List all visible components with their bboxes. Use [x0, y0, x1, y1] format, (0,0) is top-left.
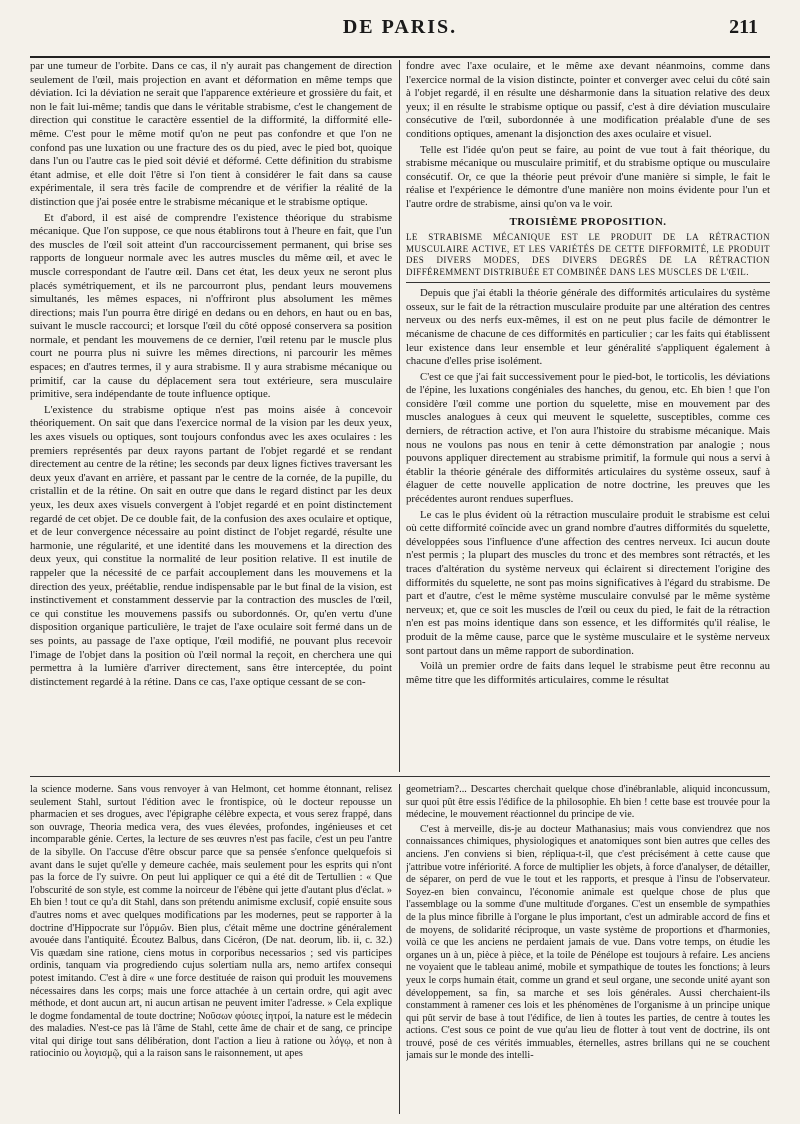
- paragraph: par une tumeur de l'orbite. Dans ce cas, il n'y aurait pas changement de direction seulement de l'œil, mais projection en avant et déformation en même temps que déviation. Ici la déviation ne serait que l'apparence extérieure et grossière du fait, et non le fait lui-même; tandis que dans le véritable strabisme, c'est le changement de direction qui constitue le caractère essentiel de la difformité, la difformité elle-même. C'est pour le même motif qu'on ne peut pas confondre et que l'on ne confond pas une luxation ou une fracture des os du pied, avec le pied bot, quoique dans l'un ou l'autre cas le pied soit dévié et déformé. Cette définition du strabisme étant admise, et elle doit l'être si l'on tient à considérer le fait dans sa cause expérimentale, il sera très facile de comprendre et de vérifier la réalité de la distinction que j'ai posée entre le strabisme mécanique et le strabisme optique.: [30, 60, 392, 208]
- paragraph: Et d'abord, il est aisé de comprendre l'existence théorique du strabisme mécanique. Que l'on suppose, ce que nous établirons tout à l'heure en fait, que l'un des muscles de l'œil soit atteint d'un raccourcissement permanent, qui brise ses rapports de longueur normale avec les autres muscles du même œil, et avec le muscle correspondant de l'autre œil. Dans cet état, les deux yeux ne seront plus placés symétriquement, et ils ne parcourront plus, pendant leurs mouvemens simultanés, les mêmes espaces, ni n'offriront plus absolument les mêmes directions; mais l'un pourra être dirigé en dedans ou en dehors, en haut ou en bas, suivant le muscle raccourci; et lorsque l'œil du côté opposé conservera sa position normale, et pendant les mouvemens de ce dernier, l'œil retenu par le muscle plus court ne pourra plus ni suivre les mêmes directions, ni parcourir les mêmes espaces; en d'autres termes, il y aura strabisme. Il y aura strabisme mécanique ou primitif, car la cause du déplacement sera tout extérieure, sera musculaire primitive, sera indépendante de toute influence optique.: [30, 211, 392, 401]
- paragraph: L'existence du strabisme optique n'est pas moins aisée à concevoir théoriquement. On sait que dans l'exercice normal de la vision par les deux yeux, les axes visuels ou optiques, sont toujours confondus avec les axes oculaires : les premiers représentés par deux rayons partant de l'objet regardé et se rendant directement au centre de la rétine; les seconds par deux lignes fictives traversant les deux yeux d'avant en arrière, et passant par le centre de la cornée, de la pupille, du cristallin et de la rétine. On sait en outre que dans le regard distinct par les deux yeux, les deux axes visuels convergent à l'objet regardé et en point distinctement regardé de cet objet. De ce double fait, de la confusion des axes oculaire et optique, et de leur convergence nécessaire au point distinct de l'objet regardé, résulte une harmonie, une régularité, et une identité dans les mouvemens et la direction des deux yeux, qui constitue la normalité de leur position relative. Il est inutile de rappeler que la nécessité de ce parfait accouplement dans les mouvemens et la direction des yeux, préétablie, rendue indispensable par le but final de la vision, est instinctivement et constamment desservie par la contraction des muscles de l'œil, ce qui constitue les mouvemens passifs ou subordonnés. Or, qu'en vertu d'une disposition organique particulière, le trajet de l'axe oculaire soit fermé dans un de ses points, au passage de l'axe optique, l'œil modifié, ne pouvant plus recevoir l'image de l'objet dans la position où l'œil normal la reçoit, en cherchera une qui permettra à la lumière d'arriver directement, sans être interceptée, du point distinctement regardé à la rétine. Dans ce cas, l'axe optique cessant de se con-: [30, 403, 392, 688]
- feuilleton-left-column: [30, 784, 392, 1114]
- section-rule: [406, 282, 770, 283]
- paragraph: Le cas le plus évident où la rétraction musculaire produit le strabisme est celui où cette difformité coïncide avec un grand nombre d'autres difformités du squelette, développées sous l'influence d'une affection des centres nerveux. Ici aucun doute n'est permis ; la plupart des muscles du tronc et des membres sont rétractés, et les traces d'altération du système nerveux qui éclairent si directement l'origine des difformités du squelette, ne sont pas moins significatives à l'égard du strabisme. De part et d'autre, c'est le même système musculaire convulsé par le même système nerveux; et, que ce soit les muscles de l'œil ou ceux du pied, le fait de la rétraction n'en est pas moins identique dans son essence, et les difformités qu'il réalise, le produit de la même cause, parce que le système musculaire et le système nerveux sont partout dans un même rapport de subordination.: [406, 508, 770, 657]
- column-divider: [399, 784, 400, 1114]
- paragraph: fondre avec l'axe oculaire, et le même axe devant néanmoins, comme dans l'exercice normal de la vision distincte, pointer et converger avec celui du côté sain à l'objet regardé, il en résulte une désharmonie dans la situation relative des deux yeux; il en résulte le strabisme optique ou passif, c'est à dire déviation musculaire consécutive de l'œil, subordonnée à une modification préalable d'une de ses conditions optiques, amenant la disjonction des axes oculaire et visuel.: [406, 60, 770, 140]
- paragraph: C'est ce que j'ai fait successivement pour le pied-bot, le torticolis, les déviations de l'épine, les luxations congéniales des hanches, du genou, etc. Eh bien ! que l'on considère l'œil comme une portion du squelette, mise en mouvement par des muscles analogues à ceux qui meuvent le squelette, susceptibles, comme ces derniers, de rétraction active, et l'on aura l'histoire du strabisme mécanique. Mais nous ne voulons pas nous en tenir à cette démonstration par analogie ; nous pouvons appliquer directement au strabisme primitif, la formule qui nous a servi à établir la théorie générale des difformités articulaires du système osseux, sauf à élaguer de cette nouvelle application de notre doctrine, les preuves que les précédentes auront rendues superflues.: [406, 370, 770, 506]
- upper-left-column: [30, 60, 392, 772]
- proposition-caption: LE STRABISME MÉCANIQUE EST LE PRODUIT DE LA RÉTRACTION MUSCULAIRE ACTIVE, ET LES VARIÉTÉS DE CETTE DIFFORMITÉ, LE PRODUIT DES DIVERS MODES, DES DIVERS DEGRÉS DE LA RÉTRACTION DIFFÉREMMENT DISTRIBUÉE ET COMBINÉE DANS LES MUSCLES DE L'ŒIL.: [406, 232, 770, 277]
- upper-right-column: [406, 60, 770, 772]
- proposition-title: TROISIÈME PROPOSITION.: [509, 215, 667, 228]
- page-number: 211: [729, 16, 758, 38]
- running-title: DE PARIS.: [342, 16, 458, 38]
- page-header: [30, 14, 770, 44]
- paragraph: geometriam?... Descartes cherchait quelque chose d'inébranlable, aliquid inconcussum, sur quoi pût être essis l'édifice de la philosophie. Eh bien ! cette base est trouvée pour la médecine, le mouvement réactionnel du principe de vie.: [406, 784, 770, 821]
- feuilleton-rule: [30, 776, 770, 777]
- paragraph: la science moderne. Sans vous renvoyer à van Helmont, cet homme étonnant, relisez seulement Stahl, surtout l'édition avec le frontispice, où le docteur repousse un pharmacien et ses drogues, avec l'épigraphe célèbre expecta, et vous serez frappé, dans son ouvrage, Theoria medica vera, des vues élevées, profondes, ingénieuses et cet incomparable génie. Certes, la lecture de ses œuvres n'est pas facile, c'est un peu l'antre de la sibylle. On l'accuse d'être obscur parce que sa pensée s'enfonce quelquefois si avant dans le sujet qu'elle y demeure cachée, mais seulement pour les esprits qui n'ont pas la force de l'y suivre. On peut lui appliquer ce qui a été dit de Tertullien : « Que l'obscurité de son style, est comme la noirceur de l'ébène qui jette d'autant plus d'éclat. » Eh bien ! tout ce qu'a dit Stahl, dans son prétendu animisme exclusif, copié ensuite sous d'autres noms et avec quelques modifications par les modernes, peut se rapporter à la doctrine d'Hippocrate sur l'ὁρμῶν. Bien plus, c'était même une doctrine généralement avouée dans l'antiquité. Écoutez Balbus, dans Cicéron, (De nat. deorum, lib. ii, c. 32.) Vis quædam sine ratione, ciens motus in corporibus necessarios ; sed vis participes ordinis, tanquam via progrediendo cujus solertiam nulla ars, nemo artifex consequi potest imitando. C'est à dire « une force destituée de raison qui produit les mouvemens nécessaires dans les corps; mais une force attachée à un certain ordre, qui agit avec méthode, et dont aucun art, ni aucun artisan ne peuvent imiter l'adresse. » Cela explique le dogme fondamental de toute doctrine; Νοῦσων φύσιες ἰητροί, la nature est le médecin des maladies. N'est-ce pas là l'âme de Stahl, cette âme de chair et de sang, ce principe vital qui dirige tout sans délibération, dont l'action a lieu à ratione ou λόγῳ, et non à ratiocinio ou λογισμῷ, qui a la raison sans le raisonnement, ut apes: [30, 784, 392, 1060]
- paragraph: Depuis que j'ai établi la théorie générale des difformités articulaires du système osseux, sur le fait de la rétraction musculaire produite par une altération des centres nerveux ou des nerfs eux-mêmes, il est on ne peut plus facile de démontrer le mécanisme de chacune de ces difformités en particulier ; car les faits qui établissent leur existence dans leur ensemble et leur généralité s'appliquent également à chacune d'elles prise isolément.: [406, 287, 770, 368]
- column-divider: [399, 60, 400, 772]
- paragraph: C'est à merveille, dis-je au docteur Mathanasius; mais vous conviendrez que nos connaissances chimiques, physiologiques et anatomiques sont bien autres que celles des anciens. J'en conviens si bien, répliqua-t-il, que c'est précisément à cette cause que j'attribue votre infériorité. A force de multiplier les objets, à force d'analyser, de détailler, de séparer, on perd de vue le tout et les rapports, et presque à l'insu de l'observateur. Soyez-en bien convaincu, l'économie animale est quelque chose de plus que l'assemblage ou la somme d'une multitude d'organes. C'est un ensemble de sympathies de la plus mince fibrille à l'organe le plus important, c'est un admirable accord de fins et de moyens, de solidarité réciproque, un vaste système de proportions et d'harmonies, voilà ce que les anciens ne perdaient jamais de vue. Dans votre temps, on étudie les organes un à un, pièce à pièce, et la toile de Pénélope est toujours à refaire. Les anciens ne voyaient que le tableau animé, mobile et sympathique de toutes les fonctions; à leurs yeux le corps humain était, comme un grand et seul organe, une seconde unité ayant son développement, sa fin, sa marche et ses lois générales. Aussi cherchaient-ils constamment à ramener ces lois et les phénomènes de l'organisme à un principe unique qui pût servir de base à tout l'édifice, de lien à toutes les parties, de centre à toutes les actions. C'est sous ce point de vue qu'au lieu de flotter à tout vent de doctrine, ils ont trouvé, posé de ces vérités immuables, éternelles, astres brillans qui ne se couchent jamais sur le monde des intelli-: [406, 823, 770, 1062]
- feuilleton-right-column: [406, 784, 770, 1114]
- header-rule: [30, 56, 770, 58]
- paragraph: Voilà un premier ordre de faits dans lequel le strabisme peut être reconnu au même titre que les difformités articulaires, comme le résultat: [406, 660, 770, 686]
- paragraph: Telle est l'idée qu'on peut se faire, au point de vue tout à fait théorique, du strabisme mécanique ou musculaire primitif, et du strabisme optique ou musculaire consécutif. Or, ce que la théorie peut prévoir d'une manière si simple, le fait le réalise et l'expérience le démontre d'une manière non moins évidente pour l'un et l'autre ordre de strabisme, ainsi qu'on va le voir.: [406, 143, 770, 210]
